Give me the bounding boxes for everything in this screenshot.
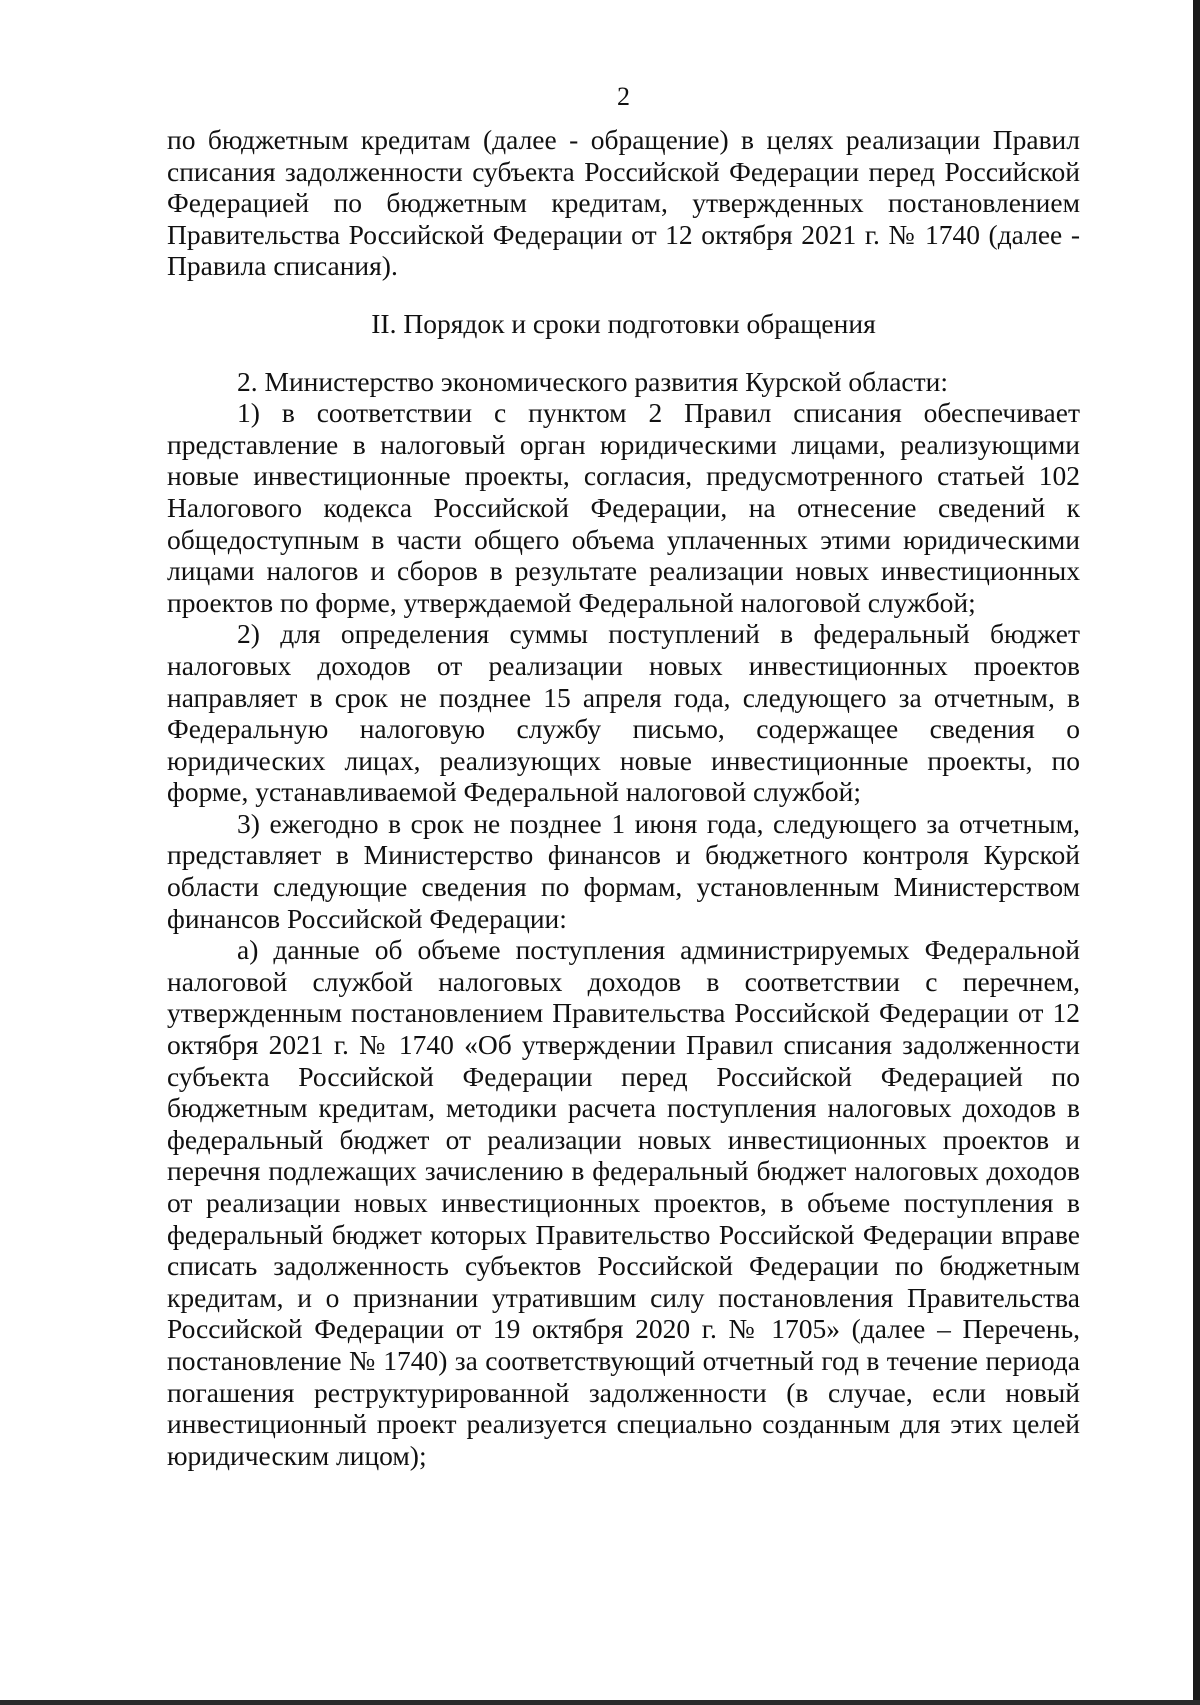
scan-edge-bottom: [0, 1700, 1200, 1705]
paragraph-subitem-3: 3) ежегодно в срок не позднее 1 июня года, следующего за отчетным, представляет в Министерство финансов и бюджетного контроля Курской области следующие сведения по формам, установленным Министерством финансов Российской Федерации:: [167, 807, 1080, 934]
scan-edge-right: [1193, 0, 1200, 1705]
paragraph-item-2: 2. Министерство экономического развития Курской области:: [237, 365, 948, 397]
paragraph-continuation: по бюджетным кредитам (далее - обращение) в целях реализации Правил списания задолженности субъекта Российской Федерации перед Российской Федерацией по бюджетным кредитам, утвержденных постановлением Правительства Российской Федерации от 12 октября 2021 г. № 1740 (далее - Правила списания).: [167, 124, 1080, 282]
paragraph-subitem-2: 2) для определения суммы поступлений в федеральный бюджет налоговых доходов от реализации новых инвестиционных проектов направляет в срок не позднее 15 апреля года, следующего за отчетным, в Федеральную налоговую службу письмо, содержащее сведения о юридических лицах, реализующих новые инвестиционные проекты, по форме, устанавливаемой Федеральной налоговой службой;: [167, 618, 1080, 808]
document-page: [167, 82, 1080, 1471]
paragraph-subitem-1: 1) в соответствии с пунктом 2 Правил списания обеспечивает представление в налоговый орган юридическими лицами, реализующими новые инвестиционные проекты, согласия, предусмотренного статьей 102 Налогового кодекса Российской Федерации, на отнесение сведений к общедоступным в части общего объема уплаченных этими юридическими лицами налогов и сборов в результате реализации новых инвестиционных проектов по форме, утверждаемой Федеральной налоговой службой;: [167, 397, 1080, 618]
paragraph-subitem-a: а) данные об объеме поступления администрируемых Федеральной налоговой службой налоговых доходов в соответствии с перечнем, утвержденным постановлением Правительства Российской Федерации от 12 октября 2021 г. № 1740 «Об утверждении Правил списания задолженности субъекта Российской Федерации перед Российской Федерацией по бюджетным кредитам, методики расчета поступления налоговых доходов в федеральный бюджет от реализации новых инвестиционных проектов и перечня подлежащих зачислению в федеральный бюджет налоговых доходов от реализации новых инвестиционных проектов, в объеме поступления в федеральный бюджет которых Правительство Российской Федерации вправе списать задолженность субъектов Российской Федерации по бюджетным кредитам, и о признании утратившим силу постановления Правительства Российской Федерации от 19 октября 2020 г. № 1705» (далее – Перечень, постановление № 1740) за соответствующий отчетный год в течение периода погашения реструктурированной задолженности (в случае, если новый инвестиционный проект реализуется специально созданным для этих целей юридическим лицом);: [167, 934, 1080, 1471]
page-number: 2: [617, 82, 630, 111]
section-heading: II. Порядок и сроки подготовки обращения: [371, 307, 876, 339]
